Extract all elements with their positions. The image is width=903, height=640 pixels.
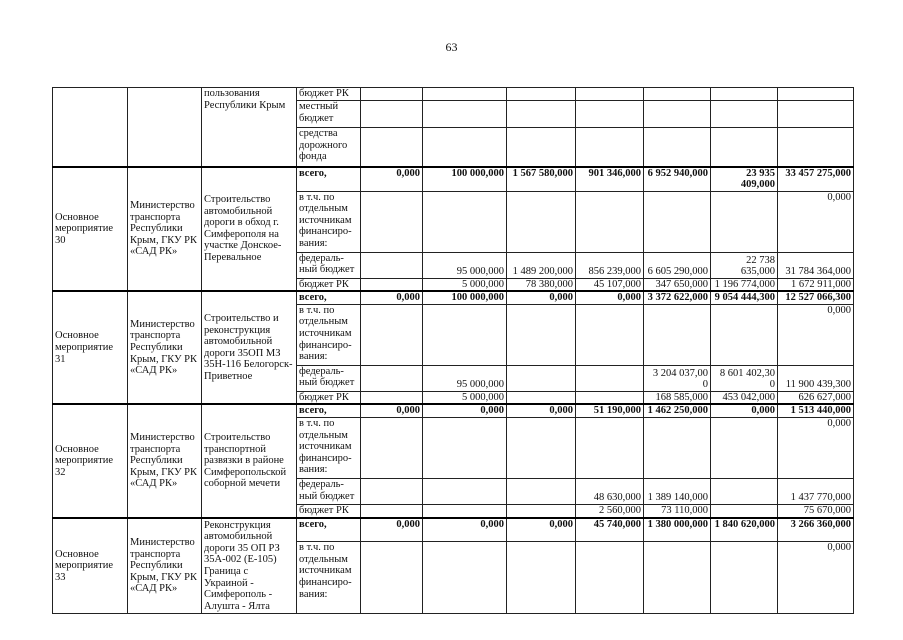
value-cell <box>711 191 778 252</box>
value-cell <box>507 128 576 167</box>
value-cell <box>576 304 644 365</box>
value-cell <box>644 418 711 479</box>
value-cell: 95 000,000 <box>423 252 507 278</box>
value-cell <box>711 88 778 101</box>
measure-executor: Министерство транспорта Республики Крым, ГКУ РК «САД РК» <box>128 167 202 292</box>
value-cell <box>361 505 423 518</box>
value-cell <box>711 304 778 365</box>
source-cell: в т.ч. по отдельным источникам финансиро-вания: <box>297 418 361 479</box>
source-cell: всего, <box>297 291 361 304</box>
value-cell: 1 196 774,000 <box>711 278 778 291</box>
value-cell: 11 900 439,300 <box>778 365 854 391</box>
source-cell: в т.ч. по отдельным источникам финансиро-вания: <box>297 304 361 365</box>
measure-object: Строительство транспортной развязки в районе Симферопольской соборной мечети <box>202 404 297 517</box>
value-cell <box>507 418 576 479</box>
value-cell <box>576 88 644 101</box>
value-cell: 0,000 <box>423 518 507 542</box>
value-cell <box>423 479 507 505</box>
value-cell <box>361 88 423 101</box>
value-cell: 453 042,000 <box>711 391 778 404</box>
value-cell: 0,000 <box>361 167 423 192</box>
value-cell: 1 380 000,000 <box>644 518 711 542</box>
value-cell: 5 000,000 <box>423 278 507 291</box>
value-cell <box>711 479 778 505</box>
value-cell <box>423 128 507 167</box>
value-cell <box>507 542 576 614</box>
value-cell <box>423 191 507 252</box>
value-cell <box>507 88 576 101</box>
value-cell: 75 670,000 <box>778 505 854 518</box>
value-cell: 6 605 290,000 <box>644 252 711 278</box>
table-row <box>53 291 854 304</box>
value-cell: 0,000 <box>423 404 507 417</box>
measure-executor: Министерство транспорта Республики Крым, ГКУ РК «САД РК» <box>128 518 202 614</box>
value-cell <box>644 128 711 167</box>
value-cell <box>423 88 507 101</box>
value-cell <box>361 191 423 252</box>
value-cell: 0,000 <box>507 518 576 542</box>
value-cell <box>507 101 576 128</box>
value-cell: 48 630,000 <box>576 479 644 505</box>
value-cell <box>644 304 711 365</box>
measure-object: Строительство и реконструкция автомобильной дороги 35ОП МЗ 35Н-116 Белогорск-Приветное <box>202 291 297 404</box>
value-cell: 0,000 <box>507 291 576 304</box>
value-cell <box>778 128 854 167</box>
value-cell <box>711 128 778 167</box>
label-cell <box>53 88 128 167</box>
value-cell: 45 107,000 <box>576 278 644 291</box>
source-cell: бюджет РК <box>297 505 361 518</box>
value-cell <box>361 101 423 128</box>
value-cell <box>361 252 423 278</box>
value-cell <box>576 418 644 479</box>
value-cell: 901 346,000 <box>576 167 644 192</box>
measure-object: Строительство автомобильной дороги в обход г. Симферополя на участке Донское-Перевальное <box>202 167 297 292</box>
source-cell: федераль-ный бюджет <box>297 252 361 278</box>
value-cell <box>576 365 644 391</box>
source-cell: местный бюджет <box>297 101 361 128</box>
value-cell <box>361 542 423 614</box>
value-cell: 2 560,000 <box>576 505 644 518</box>
table-row <box>53 88 854 101</box>
value-cell <box>576 391 644 404</box>
measure-label: Основное мероприятие 30 <box>53 167 128 292</box>
value-cell: 8 601 402,30 0 <box>711 365 778 391</box>
value-cell <box>507 304 576 365</box>
value-cell <box>644 542 711 614</box>
source-cell: федераль-ный бюджет <box>297 365 361 391</box>
value-cell: 23 935 409,000 <box>711 167 778 192</box>
value-cell <box>423 418 507 479</box>
value-cell: 1 840 620,000 <box>711 518 778 542</box>
value-cell <box>711 542 778 614</box>
table-row <box>53 518 854 542</box>
table-row <box>53 404 854 417</box>
value-cell <box>778 101 854 128</box>
value-cell: 0,000 <box>361 518 423 542</box>
value-cell <box>644 88 711 101</box>
source-cell: в т.ч. по отдельным источникам финансиро-вания: <box>297 542 361 614</box>
source-cell: федераль-ный бюджет <box>297 479 361 505</box>
value-cell: 1 672 911,000 <box>778 278 854 291</box>
source-cell: в т.ч. по отдельным источникам финансиро-вания: <box>297 191 361 252</box>
source-cell: всего, <box>297 404 361 417</box>
value-cell: 0,000 <box>361 291 423 304</box>
value-cell: 0,000 <box>778 304 854 365</box>
object-cell: пользования Республики Крым <box>202 88 297 167</box>
financing-table <box>52 87 854 614</box>
value-cell: 1 567 580,000 <box>507 167 576 192</box>
value-cell: 0,000 <box>711 404 778 417</box>
value-cell: 45 740,000 <box>576 518 644 542</box>
value-cell: 347 650,000 <box>644 278 711 291</box>
value-cell: 1 437 770,000 <box>778 479 854 505</box>
value-cell <box>361 365 423 391</box>
value-cell <box>507 191 576 252</box>
source-cell: средства дорожного фонда <box>297 128 361 167</box>
executor-cell <box>128 88 202 167</box>
value-cell <box>423 101 507 128</box>
value-cell <box>576 101 644 128</box>
source-cell: бюджет РК <box>297 278 361 291</box>
value-cell: 856 239,000 <box>576 252 644 278</box>
value-cell <box>507 505 576 518</box>
source-cell: бюджет РК <box>297 391 361 404</box>
value-cell: 0,000 <box>778 191 854 252</box>
value-cell: 22 738 635,000 <box>711 252 778 278</box>
value-cell: 168 585,000 <box>644 391 711 404</box>
value-cell <box>423 304 507 365</box>
value-cell: 12 527 066,300 <box>778 291 854 304</box>
value-cell <box>711 505 778 518</box>
value-cell: 0,000 <box>361 404 423 417</box>
measure-label: Основное мероприятие 33 <box>53 518 128 614</box>
value-cell: 5 000,000 <box>423 391 507 404</box>
value-cell <box>361 418 423 479</box>
value-cell: 100 000,000 <box>423 291 507 304</box>
value-cell <box>644 191 711 252</box>
value-cell: 100 000,000 <box>423 167 507 192</box>
measure-label: Основное мероприятие 31 <box>53 291 128 404</box>
measure-executor: Министерство транспорта Республики Крым, ГКУ РК «САД РК» <box>128 404 202 517</box>
value-cell: 3 266 360,000 <box>778 518 854 542</box>
value-cell: 31 784 364,000 <box>778 252 854 278</box>
table-row <box>53 167 854 192</box>
value-cell <box>644 101 711 128</box>
value-cell: 51 190,000 <box>576 404 644 417</box>
value-cell <box>361 479 423 505</box>
value-cell <box>361 278 423 291</box>
source-cell: бюджет РК <box>297 88 361 101</box>
measure-label: Основное мероприятие 32 <box>53 404 128 517</box>
value-cell <box>423 542 507 614</box>
value-cell: 0,000 <box>576 291 644 304</box>
value-cell: 9 054 444,300 <box>711 291 778 304</box>
value-cell: 0,000 <box>507 404 576 417</box>
value-cell: 78 380,000 <box>507 278 576 291</box>
measure-executor: Министерство транспорта Республики Крым, ГКУ РК «САД РК» <box>128 291 202 404</box>
value-cell: 73 110,000 <box>644 505 711 518</box>
value-cell: 1 489 200,000 <box>507 252 576 278</box>
value-cell <box>576 542 644 614</box>
value-cell: 626 627,000 <box>778 391 854 404</box>
value-cell <box>778 88 854 101</box>
value-cell: 1 389 140,000 <box>644 479 711 505</box>
value-cell <box>361 304 423 365</box>
value-cell <box>576 128 644 167</box>
value-cell <box>507 479 576 505</box>
value-cell: 95 000,000 <box>423 365 507 391</box>
page-number: 63 <box>445 40 458 54</box>
value-cell <box>711 101 778 128</box>
source-cell: всего, <box>297 518 361 542</box>
value-cell: 0,000 <box>778 542 854 614</box>
value-cell: 3 372 622,000 <box>644 291 711 304</box>
value-cell: 3 204 037,00 0 <box>644 365 711 391</box>
value-cell: 1 513 440,000 <box>778 404 854 417</box>
value-cell: 33 457 275,000 <box>778 167 854 192</box>
value-cell <box>361 391 423 404</box>
value-cell <box>507 391 576 404</box>
value-cell <box>711 418 778 479</box>
value-cell: 0,000 <box>778 418 854 479</box>
measure-object: Реконструкция автомобильной дороги 35 ОП РЗ 35А-002 (Е-105) Граница с Украиной - Симферополь - Алушта - Ялта <box>202 518 297 614</box>
value-cell <box>507 365 576 391</box>
value-cell <box>576 191 644 252</box>
value-cell <box>361 128 423 167</box>
value-cell: 1 462 250,000 <box>644 404 711 417</box>
source-cell: всего, <box>297 167 361 192</box>
value-cell: 6 952 940,000 <box>644 167 711 192</box>
value-cell <box>423 505 507 518</box>
